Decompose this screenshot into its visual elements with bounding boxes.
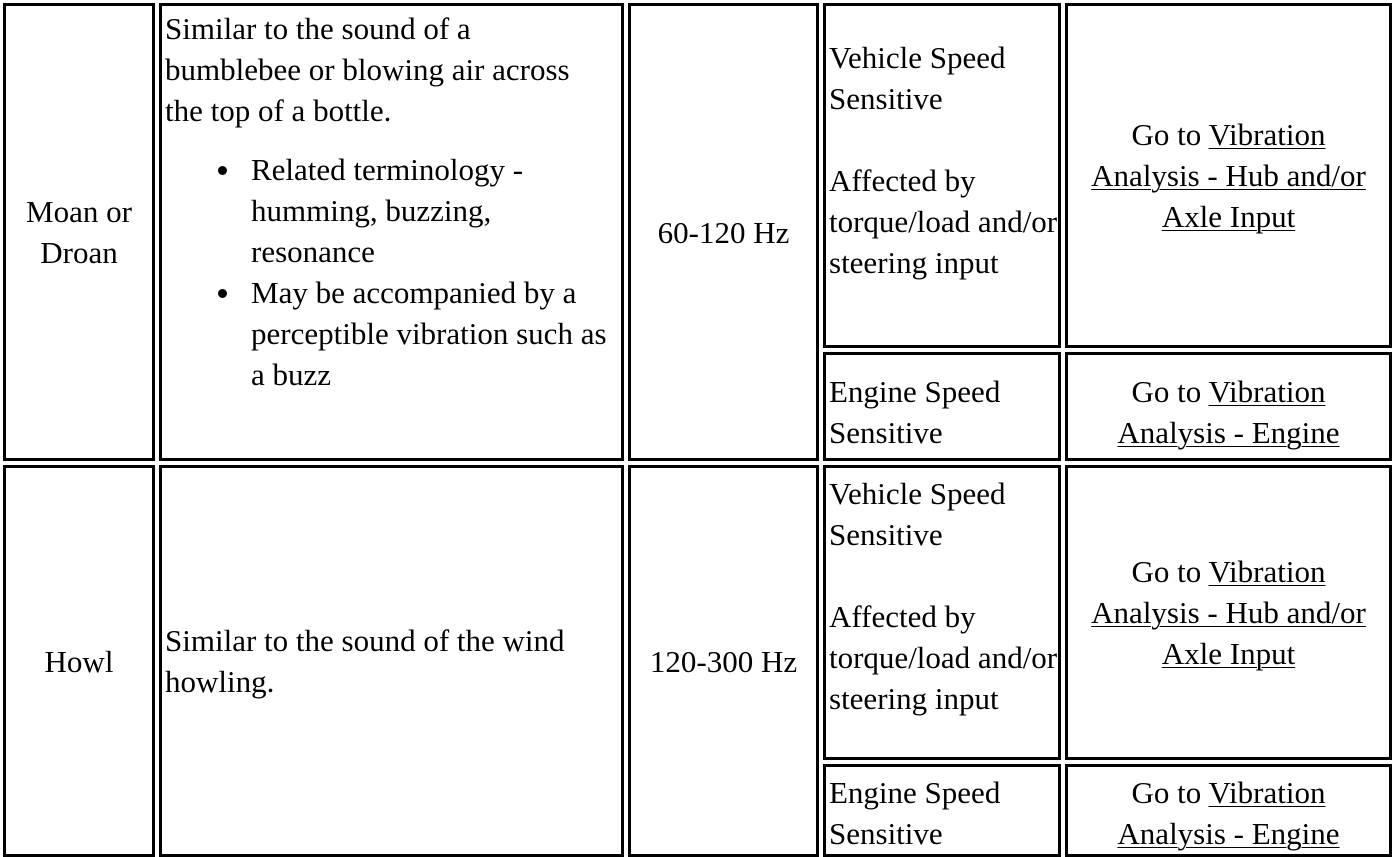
sensitivity-label: Vehicle Speed Sensitive [829, 476, 1006, 552]
description-text: Similar to the sound of the wind howling. [165, 623, 565, 699]
vibration-analysis-link[interactable]: Vibration Analysis - Hub and/or Axle Input [1091, 554, 1366, 671]
action-prefix: Go to [1131, 374, 1202, 409]
action-prefix: Go to [1131, 117, 1202, 152]
list-item: Related terminology - humming, buzzing, resonance [251, 149, 621, 272]
description-text: Similar to the sound of a bumblebee or blowing air across the top of a bottle. [165, 11, 570, 128]
vibration-analysis-link[interactable]: Vibration Analysis - Engine [1117, 374, 1340, 450]
action-prefix: Go to [1131, 554, 1202, 589]
condition-note: Affected by torque/load and/or steering input [829, 599, 1058, 716]
sensitivity-label: Vehicle Speed Sensitive [829, 40, 1006, 116]
condition-cell [823, 465, 1061, 760]
condition-cell [823, 352, 1061, 461]
action-cell [1065, 352, 1392, 461]
condition-cell [823, 764, 1061, 857]
vibration-analysis-link[interactable]: Vibration Analysis - Hub and/or Axle Input [1091, 117, 1366, 234]
description-cell [159, 3, 624, 461]
noise-type-cell [3, 3, 155, 461]
condition-cell [823, 3, 1061, 348]
bullet-icon [218, 289, 227, 298]
sensitivity-label: Engine Speed Sensitive [829, 374, 1001, 450]
vibration-analysis-link[interactable]: Vibration Analysis - Engine [1117, 775, 1340, 851]
frequency-value: 60-120 Hz [657, 214, 790, 250]
bullet-icon [218, 166, 227, 175]
frequency-value: 120-300 Hz [649, 643, 798, 679]
description-cell [159, 465, 624, 857]
noise-type-label: Howl [44, 643, 114, 679]
action-cell [1065, 764, 1392, 857]
sensitivity-label: Engine Speed Sensitive [829, 775, 1001, 851]
list-item: May be accompanied by a perceptible vibration such as a buzz [251, 272, 621, 395]
action-cell [1065, 465, 1392, 760]
action-prefix: Go to [1131, 775, 1202, 810]
action-cell [1065, 3, 1392, 348]
condition-note: Affected by torque/load and/or steering input [829, 163, 1058, 280]
terminology-list [165, 149, 621, 395]
frequency-cell [628, 465, 819, 857]
noise-type-label: Moan or Droan [26, 194, 132, 270]
frequency-cell [628, 3, 819, 461]
noise-type-cell [3, 465, 155, 857]
